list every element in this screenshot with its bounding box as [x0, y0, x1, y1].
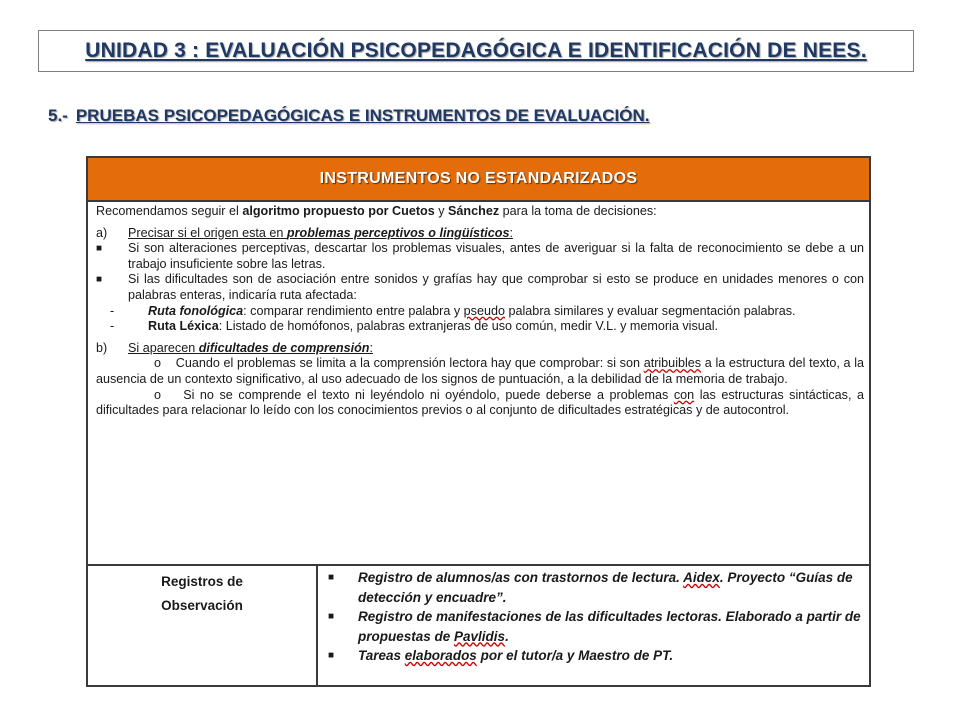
slide-title: UNIDAD 3 : EVALUACIÓN PSICOPEDAGÓGICA E IDENTIFICACIÓN DE NEES. [85, 39, 867, 62]
section-a-heading: a) Precisar si el origen esta en problemas perceptivos o lingüísticos: [96, 225, 513, 240]
list-item: ■ Si las dificultades son de asociación entre sonidos y grafías hay que comprobar si esto se produce en unidades menores o con palabras enteras, indicaría ruta afectada: [96, 272, 864, 302]
intro-paragraph: Recomendamos seguir el algoritmo propuesto por Cuetos y Sánchez para la toma de decisiones: [96, 204, 657, 218]
section-heading [48, 106, 650, 126]
square-bullet-icon: ■ [96, 274, 103, 286]
section-title: PRUEBAS PSICOPEDAGÓGICAS E INSTRUMENTOS DE EVALUACIÓN. [75, 106, 650, 125]
dash-bullet-icon: - [110, 319, 115, 334]
list-item: ■ Registro de alumnos/as con trastornos de lectura. Aidex. Proyecto “Guías de detección y encuadre”. [328, 568, 863, 607]
circle-bullet-icon: o [154, 387, 162, 402]
list-item: ■ Tareas elaborados por el tutor/a y Maestro de PT. [328, 646, 863, 666]
section-number: 5.- [48, 106, 68, 125]
list-item: ■ Registro de manifestaciones de las dificultades lectoras. Elaborado a partir de propuestas de Pavlidis. [328, 607, 863, 646]
row-divider [88, 564, 869, 566]
dash-bullet-icon: - [110, 303, 115, 318]
list-item: o Cuando el problemas se limita a la comprensión lectora hay que comprobar: si son atribuibles a la estructura del texto, a la ausencia de un contexto significativo, al uso adecuado de los signos de puntuación, a la debilidad de la memoria de trabajo. [96, 356, 864, 386]
square-bullet-icon: ■ [328, 572, 335, 583]
section-a-label: a) [96, 225, 108, 240]
list-item: o Si no se comprende el texto ni leyéndolo ni oyéndolo, puede deberse a problemas con las estructuras sintácticas, a dificultades para relacionar lo leído con los conocimientos previos o al conjunto de dificultades estratégicas y de autocontrol. [96, 387, 864, 418]
circle-bullet-icon: o [154, 356, 162, 371]
table-body-cell [96, 204, 864, 560]
square-bullet-icon: ■ [328, 650, 335, 661]
title-box [38, 30, 914, 72]
square-bullet-icon: ■ [328, 611, 335, 622]
table-header [88, 158, 869, 202]
list-item: ■ Si son alteraciones perceptivas, descartar los problemas visuales, antes de averiguar si la falta de reconocimiento se debe a un trabajo insuficiente sobre las letras. [96, 241, 864, 271]
instruments-table [86, 156, 871, 687]
registros-list [328, 568, 863, 666]
registros-label: Registros de Observación [161, 574, 243, 613]
square-bullet-icon: ■ [96, 243, 103, 255]
table-header-text: INSTRUMENTOS NO ESTANDARIZADOS [319, 170, 638, 187]
section-b-heading: b) Si aparecen dificultades de comprensión: [96, 340, 373, 355]
list-item: - Ruta fonológica: comparar rendimiento entre palabra y pseudo palabra similares y evaluar segmentación palabras. [110, 303, 796, 318]
column-divider [316, 566, 318, 685]
list-item: - Ruta Léxica: Listado de homófonos, palabras extranjeras de uso común, medir V.L. y memoria visual. [110, 319, 719, 334]
section-b-label: b) [96, 340, 108, 355]
